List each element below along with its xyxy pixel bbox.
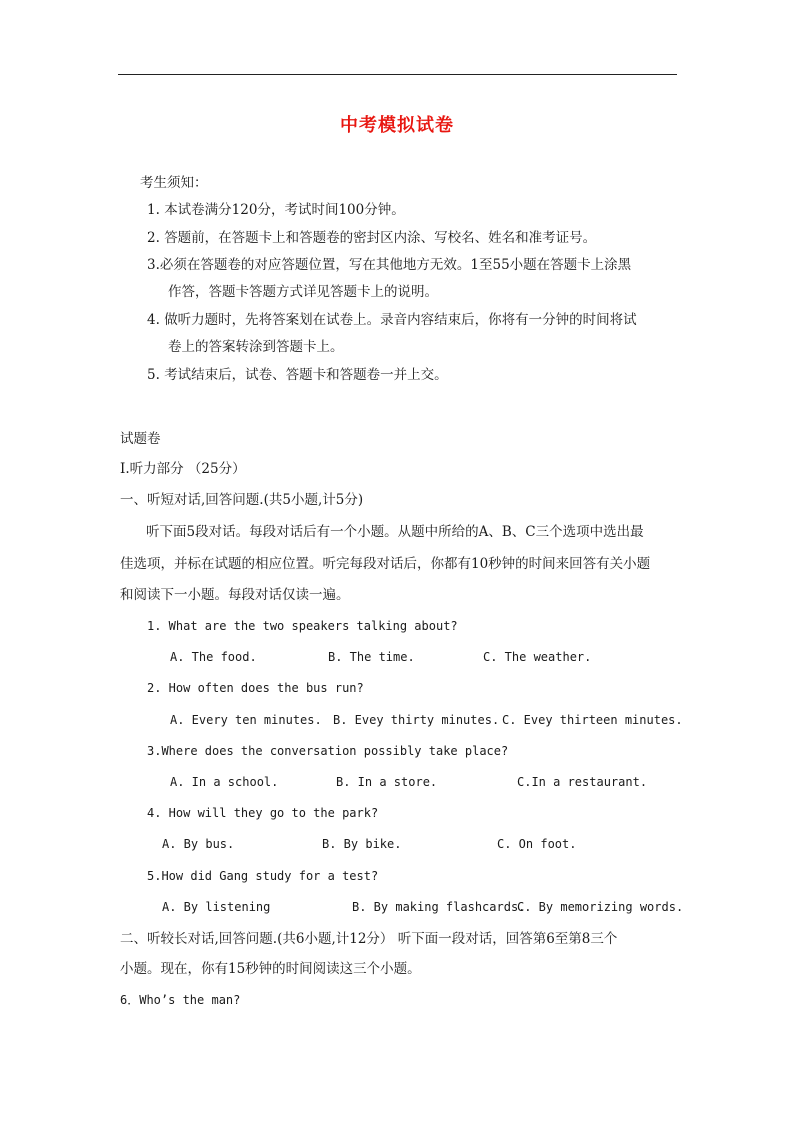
question-text: 6．Who’s the man? (120, 993, 241, 1007)
option-row (162, 898, 683, 916)
notice-item (147, 366, 448, 384)
instruction-line: 小题。现在，你有15秒钟的时间阅读这三个小题。 (120, 961, 421, 977)
notice-item (147, 256, 631, 274)
option-a: A. By bus. (162, 837, 235, 851)
question-text: 5.How did Gang study for a test? (147, 869, 379, 883)
notice-item-text: 必须在答题卷的对应答题位置，写在其他地方无效。1至55小题在答题卡上涂黑 (159, 257, 632, 273)
option-row (162, 835, 576, 853)
option-a: A. Every ten minutes. (170, 713, 322, 727)
option-c: C. Evey thirteen minutes. (502, 713, 683, 727)
instruction-line: 佳选项，并标在试题的相应位置。听完每段对话后，你都有10秒钟的时间来回答有关小题 (120, 556, 651, 572)
section-heading: 二、听较长对话,回答问题.(共6小题,计12分） 听下面一段对话，回答第6至第8三个 (120, 931, 618, 947)
option-b: B. The time. (328, 650, 415, 664)
option-c: C. By memorizing words. (517, 900, 684, 914)
instruction-line: 听下面5段对话。每段对话后有一个小题。从题中所给的A、B、C三个选项中选出最 (146, 524, 644, 540)
notice-item-number: 1. (147, 202, 160, 218)
notice-item-continuation: 卷上的答案转涂到答题卡上。 (168, 339, 344, 355)
notice-item (147, 201, 405, 219)
notice-item (147, 311, 637, 329)
notice-item-text: 本试卷满分120分，考试时间100分钟。 (164, 202, 405, 218)
notice-heading: 考生须知： (140, 175, 208, 191)
option-c: C. The weather. (483, 650, 592, 664)
option-a: A. By listening (162, 900, 271, 914)
header-rule (118, 74, 677, 75)
option-c: C.In a restaurant. (517, 775, 648, 789)
notice-item-text: 答题前，在答题卡上和答题卷的密封区内涂、写校名、姓名和准考证号。 (164, 230, 597, 246)
question-text: 1. What are the two speakers talking about? (147, 619, 458, 633)
option-row (170, 773, 647, 791)
option-b: B. By making flashcards. (352, 900, 526, 914)
notice-item-text: 做听力题时，先将答案划在试卷上。录音内容结束后，你将有一分钟的时间将试 (164, 312, 637, 328)
notice-item-continuation: 作答，答题卡答题方式详见答题卡上的说明。 (168, 284, 438, 300)
notice-item-number: 4. (147, 312, 160, 328)
option-row (170, 648, 591, 666)
notice-item (147, 229, 596, 247)
option-a: A. In a school. (170, 775, 279, 789)
option-b: B. By bike. (322, 837, 402, 851)
question-text: 3.Where does the conversation possibly take place? (147, 744, 509, 758)
notice-item-number: 2. (147, 230, 160, 246)
question-text: 2. How often does the bus run? (147, 681, 364, 695)
option-b: B. Evey thirty minutes. (333, 713, 500, 727)
notice-item-number: 5. (147, 367, 160, 383)
option-c: C. On foot. (497, 837, 577, 851)
notice-item-number: 3. (147, 257, 160, 273)
notice-item-text: 考试结束后，试卷、答题卡和答题卷一并上交。 (164, 367, 448, 383)
section-heading: 一、听短对话,回答问题.(共5小题,计5分) (120, 492, 364, 508)
question-text: 4. How will they go to the park? (147, 806, 379, 820)
paper-label: 试题卷 (120, 431, 161, 447)
option-a: A. The food. (170, 650, 257, 664)
instruction-line: 和阅读下一小题。每段对话仅读一遍。 (120, 587, 350, 603)
option-b: B. In a store. (336, 775, 438, 789)
page-title: 中考模拟试卷 (340, 115, 454, 136)
part-heading: Ⅰ.听力部分 （25分） (120, 461, 246, 477)
option-row (170, 711, 683, 729)
